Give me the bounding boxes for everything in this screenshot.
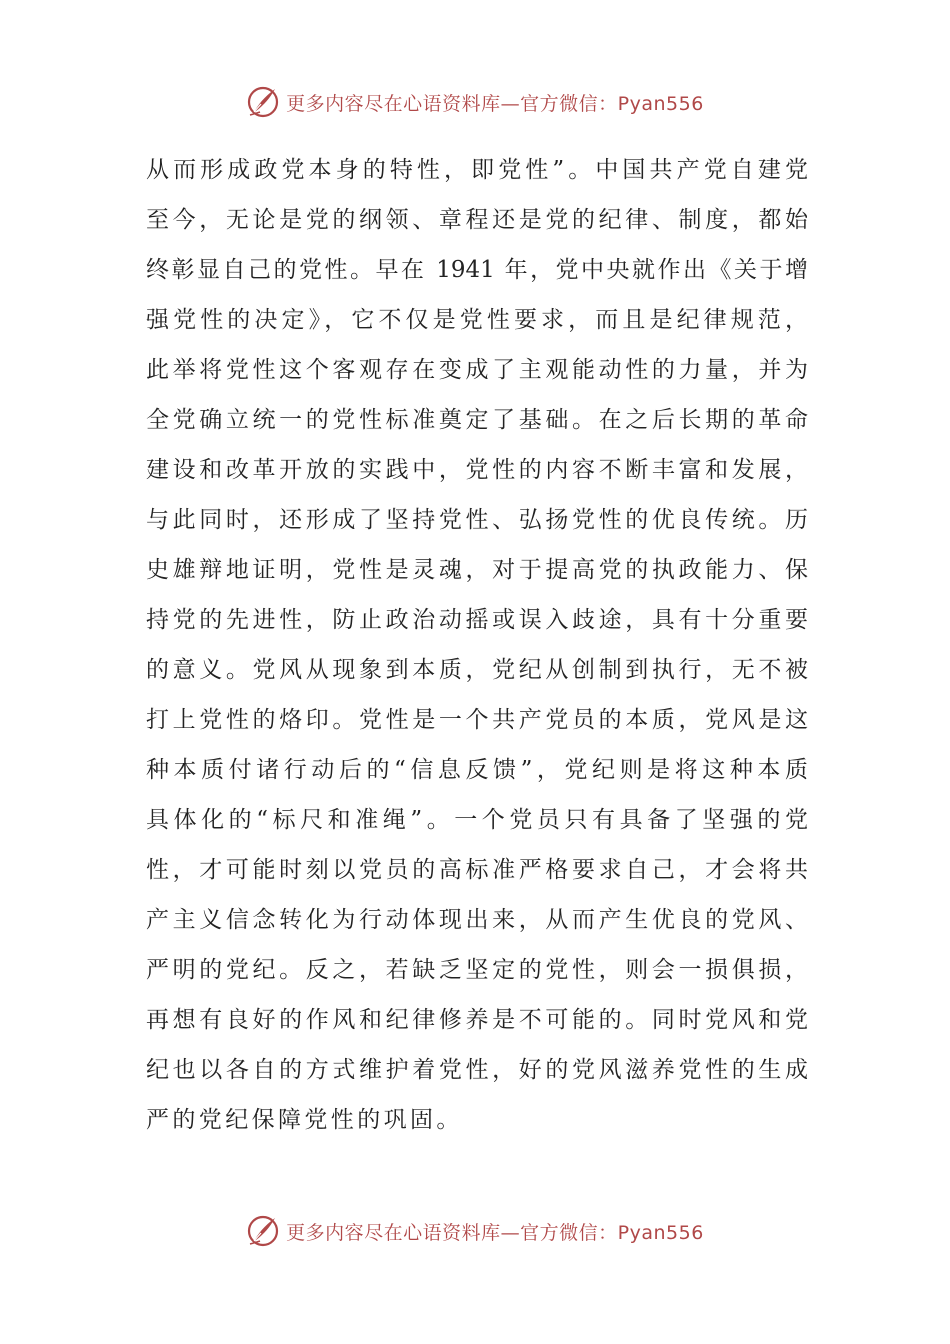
body-line: 严明的党纪。反之，若缺乏坚定的党性，则会一损俱损， bbox=[146, 957, 808, 983]
body-line: 产主义信念转化为行动体现出来，从而产生优良的党风、 bbox=[146, 907, 808, 933]
body-line: 纪也以各自的方式维护着党性，好的党风滋养党性的生成 bbox=[146, 1057, 808, 1083]
body-line: 持党的先进性，防止政治动摇或误入歧途，具有十分重要 bbox=[146, 607, 808, 633]
quill-pen-logo-icon bbox=[246, 1214, 280, 1248]
footer-wechat-id: Pyan556 bbox=[617, 1221, 704, 1244]
document-body bbox=[146, 145, 808, 1145]
body-line: 建设和改革开放的实践中，党性的内容不断丰富和发展， bbox=[146, 457, 808, 483]
body-line: 性，才可能时刻以党员的高标准严格要求自己，才会将共 bbox=[146, 857, 808, 883]
header-wechat-id: Pyan556 bbox=[617, 92, 704, 115]
body-line: 与此同时，还形成了坚持党性、弘扬党性的优良传统。历 bbox=[146, 507, 808, 533]
header-banner bbox=[0, 82, 950, 122]
header-label: 更多内容尽在心语资料库—官方微信： bbox=[286, 92, 618, 115]
body-line: 至今，无论是党的纲领、章程还是党的纪律、制度，都始 bbox=[146, 207, 808, 233]
body-line: 再想有良好的作风和纪律修养是不可能的。同时党风和党 bbox=[146, 1007, 808, 1033]
footer-label: 更多内容尽在心语资料库—官方微信： bbox=[286, 1221, 618, 1244]
body-line: 强党性的决定》，它不仅是党性要求，而且是纪律规范， bbox=[146, 307, 808, 333]
body-line: 终彰显自己的党性。早在 1941 年，党中央就作出《关于增 bbox=[146, 257, 808, 283]
footer-banner bbox=[0, 1211, 950, 1251]
body-line: 从而形成政党本身的特性，即党性”。中国共产党自建党 bbox=[146, 157, 808, 183]
quill-pen-logo-icon bbox=[246, 85, 280, 119]
body-line: 打上党性的烙印。党性是一个共产党员的本质，党风是这 bbox=[146, 707, 808, 733]
body-line: 史雄辩地证明，党性是灵魂，对于提高党的执政能力、保 bbox=[146, 557, 808, 583]
body-line: 全党确立统一的党性标准奠定了基础。在之后长期的革命 bbox=[146, 407, 808, 433]
body-line: 此举将党性这个客观存在变成了主观能动性的力量，并为 bbox=[146, 357, 808, 383]
body-line: 具体化的“标尺和准绳”。一个党员只有具备了坚强的党 bbox=[146, 807, 808, 833]
body-line: 的意义。党风从现象到本质，党纪从创制到执行，无不被 bbox=[146, 657, 808, 683]
body-line: 严的党纪保障党性的巩固。 bbox=[146, 1107, 463, 1133]
header-text bbox=[286, 89, 704, 116]
body-line: 种本质付诸行动后的“信息反馈”，党纪则是将这种本质 bbox=[146, 757, 808, 783]
footer-text bbox=[286, 1218, 704, 1245]
